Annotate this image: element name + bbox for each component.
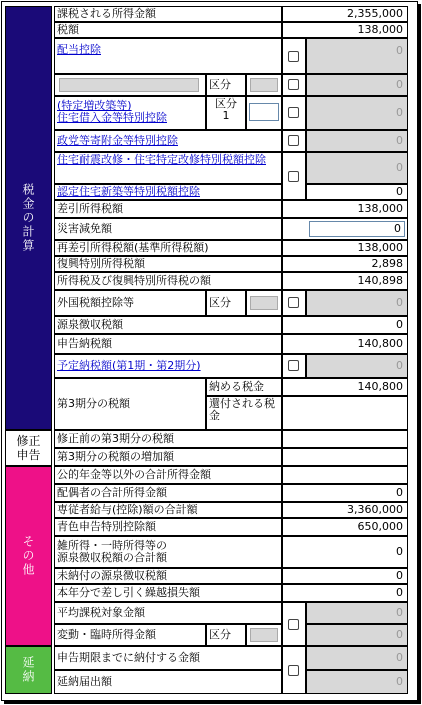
value-loss-carryforward: 0: [282, 584, 408, 602]
disaster-input-cell: [282, 218, 408, 240]
label-declared-tax: 申告納税額: [54, 334, 282, 354]
value-pay-tax: 140,800: [282, 378, 408, 396]
label-misc-withholding-line1: 雑所得・一時所得等の: [57, 539, 167, 552]
label-tax-amount: 税額: [54, 22, 282, 38]
foreign-category-input[interactable]: [250, 296, 278, 310]
label-deferred-payment: 延納届出額: [54, 670, 282, 694]
foreign-value: 0: [306, 290, 408, 316]
label-taxable-income: 課税される所得金額: [54, 6, 282, 22]
value-total-income-tax: 140,898: [282, 272, 408, 290]
value-pre-correction: [282, 430, 408, 448]
label-pay-by-deadline: 申告期限までに納付する金額: [54, 646, 282, 670]
foreign-category-cell: [246, 290, 282, 316]
section-other: [5, 466, 52, 646]
political-donation-link[interactable]: 政党等寄附金等特別控除: [57, 134, 178, 147]
label-net-income-tax: 差引所得税額: [54, 200, 282, 218]
value-refund-tax: [282, 396, 408, 430]
label-disaster-reduction: 災害減免額: [54, 218, 282, 240]
value-reconstruction-tax: 2,898: [282, 256, 408, 272]
blank-select[interactable]: [59, 78, 199, 92]
label-reconstruction-tax: 復興特別所得税額: [54, 256, 282, 272]
blank-checkbox[interactable]: [288, 79, 299, 90]
dividend-checkbox[interactable]: [288, 51, 299, 62]
quake-value: 0: [306, 152, 408, 184]
section-correction-label: 修正申告: [16, 434, 41, 462]
housing-category-cell: [206, 96, 246, 130]
housing-category-number: 1: [222, 109, 230, 122]
value-unpaid-withholding: 0: [282, 568, 408, 584]
label-unpaid-withholding: 未納付の源泉徴収税額: [54, 568, 282, 584]
averaging-checkbox-cell: [282, 602, 306, 646]
blank-checkbox-cell: [282, 74, 306, 96]
value-spouse-income: 0: [282, 484, 408, 502]
estimated-tax-link[interactable]: 予定納税額(第1期・第2期分): [57, 359, 201, 372]
section-other-label: その他: [21, 535, 35, 577]
label-family-salary: 専従者給与(控除)額の合計額: [54, 502, 282, 518]
disaster-reduction-input[interactable]: 0: [309, 221, 405, 237]
value-misc-withholding: 0: [282, 536, 408, 568]
variable-category-input[interactable]: [250, 628, 278, 642]
label-increase: 第3期分の税額の増加額: [54, 448, 282, 466]
label-variable-income: 変動・臨時所得金額: [54, 624, 206, 646]
value-non-pension-income: [282, 466, 408, 484]
political-checkbox[interactable]: [288, 135, 299, 146]
housing-checkbox-cell: [282, 96, 306, 130]
label-refund-tax: 還付される税金: [206, 396, 282, 430]
section-correction: [5, 430, 52, 466]
estimated-checkbox[interactable]: [288, 360, 299, 371]
estimated-tax-cell: [54, 354, 282, 378]
label-pre-correction: 修正前の第3期分の税額: [54, 430, 282, 448]
label-category: 区分: [206, 74, 246, 96]
section-extension: [5, 646, 52, 694]
misc-withholding-cell: [54, 536, 282, 568]
value-re-net-income-tax: 138,000: [282, 240, 408, 256]
housing-loan-cell: [54, 96, 206, 130]
foreign-checkbox-cell: [282, 290, 306, 316]
label-misc-withholding-line2: 源泉徴収税額の合計額: [57, 551, 167, 564]
value-withholding-tax: 0: [282, 316, 408, 334]
dividend-value: 0: [306, 38, 408, 74]
label-third-installment: 第3期分の税額: [54, 378, 206, 430]
estimated-checkbox-cell: [282, 354, 306, 378]
housing-checkbox[interactable]: [288, 107, 299, 118]
label-loss-carryforward: 本年分で差し引く繰越損失額: [54, 584, 282, 602]
blank-value: 0: [306, 74, 408, 96]
quake-renovation-link[interactable]: 住宅耐震改修・住宅特定改修特別税額控除: [57, 153, 266, 166]
value-variable-income: 0: [306, 624, 408, 646]
quake-renovation-cell: [54, 152, 282, 184]
value-pay-by-deadline: 0: [306, 646, 408, 670]
political-value: 0: [306, 130, 408, 152]
dividend-deduction-cell: [54, 38, 282, 74]
section-tax-calc-label: 税金の計算: [21, 183, 35, 253]
label-non-pension-income: 公的年金等以外の合計所得金額: [54, 466, 282, 484]
label-withholding-tax: 源泉徴収税額: [54, 316, 282, 334]
tax-form-panel: [1, 1, 418, 701]
value-increase: [282, 448, 408, 466]
averaging-checkbox[interactable]: [288, 619, 299, 630]
value-declared-tax: 140,800: [282, 334, 408, 354]
dividend-deduction-link[interactable]: 配当控除: [57, 43, 101, 56]
value-averaging-income: 0: [306, 602, 408, 624]
section-tax-calc: [5, 6, 52, 430]
label-blue-deduction: 青色申告特別控除額: [54, 518, 282, 536]
foreign-checkbox[interactable]: [288, 297, 299, 308]
label-re-net-income-tax: 再差引所得税額(基準所得税額): [54, 240, 282, 256]
variable-category-cell: [246, 624, 282, 646]
category-input[interactable]: [250, 78, 278, 92]
certified-housing-link[interactable]: 認定住宅新築等特別税額控除: [57, 185, 200, 198]
political-checkbox-cell: [282, 130, 306, 152]
housing-value: 0: [306, 96, 408, 130]
quake-checkbox[interactable]: [288, 171, 299, 182]
value-net-income-tax: 138,000: [282, 200, 408, 218]
variable-category-label: 区分: [206, 624, 246, 646]
estimated-value: 0: [306, 354, 408, 378]
housing-loan-link-line2[interactable]: 住宅借入金等特別控除: [57, 111, 167, 124]
quake-checkbox-cell: [282, 152, 306, 200]
value-deferred-payment: 0: [306, 670, 408, 694]
value-blue-deduction: 650,000: [282, 518, 408, 536]
housing-category-label: 区分: [215, 97, 237, 110]
certified-housing-value: 0: [306, 184, 408, 200]
label-averaging-income: 平均課税対象金額: [54, 602, 282, 624]
label-foreign-tax-credit: 外国税額控除等: [54, 290, 206, 316]
certified-housing-cell: [54, 184, 282, 200]
extension-checkbox[interactable]: [288, 665, 299, 676]
label-pay-tax: 納める税金: [206, 378, 282, 396]
dividend-checkbox-cell: [282, 38, 306, 74]
housing-loan-link-line1[interactable]: (特定増改築等): [57, 99, 132, 112]
extension-checkbox-cell: [282, 646, 306, 694]
value-family-salary: 3,360,000: [282, 502, 408, 518]
label-spouse-income: 配偶者の合計所得金額: [54, 484, 282, 502]
housing-input-cell: [246, 96, 282, 130]
foreign-category-label: 区分: [206, 290, 246, 316]
section-extension-label: 延納: [21, 656, 35, 684]
label-total-income-tax: 所得税及び復興特別所得税の額: [54, 272, 282, 290]
blank-select-cell: [54, 74, 206, 96]
value-tax-amount: 138,000: [282, 22, 408, 38]
category-input-cell: [246, 74, 282, 96]
value-taxable-income: 2,355,000: [282, 6, 408, 22]
housing-category-input[interactable]: [249, 103, 279, 121]
political-donation-cell: [54, 130, 282, 152]
